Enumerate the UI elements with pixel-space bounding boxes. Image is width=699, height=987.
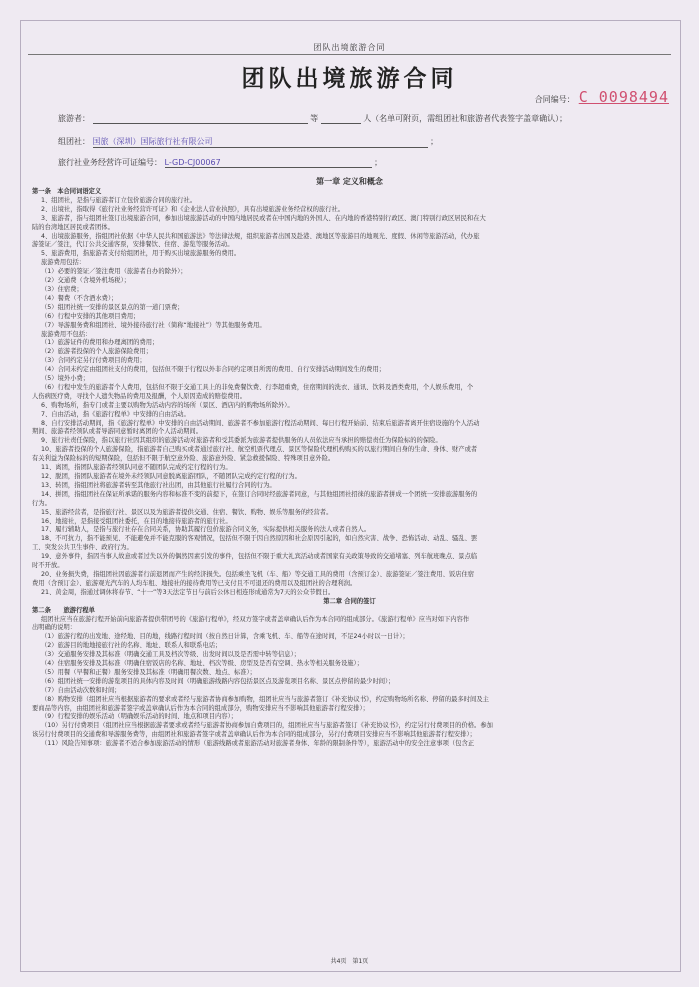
body-line: （7）导游服务费和组团社、境外接待旅行社（简称“地接社”）等其他服务费用。 <box>41 321 266 329</box>
license-line <box>58 157 382 168</box>
body-line: 期间、旅游者经领队或者导游同意暂时离团的个人活动期间。 <box>32 428 203 436</box>
traveler-name-field[interactable] <box>93 114 308 124</box>
body-line: （5）境外小费； <box>41 375 90 383</box>
body-line: 费用（含预订金）、旅游观光汽车的人均车租、地接社的接待费用等已支付且不可退还的费用以及组团社的合理利润。 <box>32 579 357 587</box>
body-line: 5、旅游费用，指旅游者支付给组团社，用于购买出境旅游服务的费用。 <box>41 250 241 258</box>
body-line: 18、不可抗力，指不能预见、不能避免并不能克服的客观情况，包括但不限于因自然原因和社会原因引起的，如自然灾害、战争、恐怖活动、动乱、骚乱、罢 <box>41 535 478 543</box>
section-heading: 第二章 合同的签订 <box>323 597 376 605</box>
header-top-label: 团队出境旅游合同 <box>313 43 386 52</box>
body-line: （6）组团社统一安排的游览项目的具体内容及时间（明确旅游线路内容包括景区点及游览项目名称、景区点停留的最少时间）； <box>41 677 395 685</box>
contract-number <box>535 88 669 106</box>
traveler-count-field[interactable] <box>321 114 361 124</box>
body-line: 游签证／签注，代订公共交通客票，安排餐饮、住宿、游览等服务活动。 <box>32 241 234 249</box>
body-line: （2）旅游目的地地接旅行社的名称、地址、联系人和联系电话； <box>41 642 222 650</box>
body-line: 10、旅游者投保的个人旅游保险，指旅游者自己购买或者通过旅行社、航空机票代理点、景区等保险代理机构购买的以旅行期间自身的生命、身体、财产或者 <box>41 446 478 454</box>
etc-label: 等 <box>310 114 319 123</box>
body-line: （4）餐费（不含酒水费）； <box>41 294 118 302</box>
count-suffix: 人（名单可附页，需组团社和旅游者代表签字盖章确认）； <box>363 114 568 123</box>
body-line: 4、出境旅游服务，指组团社依据《中华人民共和国旅游法》等法律法规，组织旅游者出国及赴港、澳地区等旅游目的地观光、度假、休闲等旅游活动，代办旅 <box>41 232 480 240</box>
body-line: （4）合同未约定由组团社支付的费用，包括但不限于行程以外非合同约定项目所需的费用、自行安排活动期间发生的费用； <box>41 366 386 374</box>
body-line: （2）旅游者投保的个人旅游保险费用； <box>41 348 153 356</box>
body-line: 旅游费用包括： <box>41 259 86 267</box>
body-line: 该另行付费项目的交通费和导游服务费等，由组团社和旅游者签字或者盖章确认后作为本合同的组成部分，另行付费项目安排应当不影响其他旅游者行程安排）； <box>32 731 476 739</box>
body-line: 有关利益为保险标的的短期保险，包括但不限于航空意外险、旅游意外险、紧急救援保险、特殊项目意外险。 <box>32 455 335 463</box>
body-line: （6）行程中发生的旅游者个人费用，包括但不限于交通工具上的非免费餐饮费、行李超重费，住宿期间的洗衣、通讯、饮料及酒类费用，个人娱乐费用，个 <box>41 383 474 391</box>
organizer-line <box>58 136 438 148</box>
contract-number-label: 合同编号： <box>534 95 575 104</box>
body-line: 7、自由活动，指《旅游行程单》中安排的自由活动。 <box>41 410 190 418</box>
body-line: （3）住宿费； <box>41 285 83 293</box>
header-divider <box>28 54 671 55</box>
body-line: （6）行程中安排的其他项目费用； <box>41 312 140 320</box>
body-line: 14、拼团，指组团社在保证所承诺的服务内容和标准不变的前提下，在签订合同时经旅游者同意，与其他组团社招徕的旅游者拼成一个团统一安排旅游服务的 <box>41 490 478 498</box>
contract-number-value: C 0098494 <box>578 88 669 106</box>
body-line: （9）行程安排的娱乐活动（明确娱乐活动的时间、地点和项目内容）； <box>41 713 238 721</box>
body-line: 21、黄金周，指通过调休将春节、“十一”等3天法定节日与前后公休日相连形成通常为7天的公众节假日。 <box>41 588 335 596</box>
body-line: 2、出境社，指取得《旅行社业务经营许可证》和《企业法人营业执照》，具有出境旅游业务经营权的旅行社。 <box>41 205 345 213</box>
body-line: （11）风险告知事项：旅游者不适合参加旅游活动的情形（旅游线路或者旅游活动对旅游者身体、年龄的限制条件等），旅游活动中的安全注意事项（包含正 <box>41 740 475 748</box>
contract-body <box>32 188 667 749</box>
license-field[interactable]: L-GD-CJ00067 <box>165 158 372 168</box>
body-line: （4）住宿服务安排及其标准（明确住宿饭店的名称、地址、档次等级、房型及是否有空调、热水等相关服务设施）； <box>41 660 363 668</box>
body-line: 19、意外事件，指因当事人故意或者过失以外的偶然因素引发的事件，包括但不限于重大礼宾活动或者国家有关政策导致的交通堵塞、列车航班晚点、景点临 <box>41 553 478 561</box>
body-line: 9、旅行社责任保险，指以旅行社因其组织的旅游活动对旅游者和受其委派为旅游者提供服务的人员依法应当承担的赔偿责任为保险标的的保险。 <box>41 437 442 445</box>
body-line: 12、脱团，指团队旅游者在境外未经领队同意脱离旅游团队，不随团队完成约定行程的行为。 <box>41 473 301 480</box>
body-line: 17、履行辅助人，是指与旅行社存在合同关系，协助其履行包价旅游合同义务，实际提供相关服务的法人或者自然人。 <box>41 526 371 534</box>
body-line: （10）另行付费项目（组团社应当根据旅游者要求或者经与旅游者协商参加自费项目的，组团社应当与旅游者签订《补充协议书》，约定另行付费项目的价格。参加 <box>41 722 493 730</box>
contract-title: 团队出境旅游合同 <box>241 65 458 92</box>
body-line: （5）用餐（早餐和正餐）服务安排及其标准（明确用餐次数、地点、标准）； <box>41 668 256 676</box>
body-line: （8）购物安排（组团社应当根据旅游者的要求或者经与旅游者协商参加购物，组团社应当与旅游者签订《补充协议书》，约定购物场所名称、停留的最多时间及主 <box>41 695 489 703</box>
body-line: （7）自由活动次数和时间； <box>41 686 121 694</box>
section-heading: 第二条 旅游行程单 <box>32 606 95 614</box>
body-line: （3）交通服务安排及其标准（明确交通工具及档次等级、出发时间以及是否需中转等信息）； <box>41 651 301 659</box>
body-line: 组团社应当在旅游行程开始前向旅游者提供带团号的《旅游行程单》，经双方签字或者盖章确认后作为本合同的组成部分。《旅游行程单》应当对如下内容作 <box>41 615 470 623</box>
body-line: 陆的台湾地区居民或者团体。 <box>32 223 114 231</box>
body-line: 20、业务损失费，指组团社因旅游者行前退团而产生的经济损失。包括乘坐飞机（车、船）等交通工具的费用（含预订金）、旅游签证／签注费用、饭店住宿 <box>41 570 475 578</box>
body-line: （2）交通费（含境外机场税）； <box>41 277 131 285</box>
organizer-label: 组团社： <box>58 137 90 146</box>
body-line: 要商品等内容，由组团社和旅游者签字或盖章确认后作为本合同的组成部分，购物安排应当不影响其他旅游者行程安排）； <box>32 704 369 712</box>
body-line: 人伤病医疗费，寻找个人遗失物品的费用及报酬，个人原因造成的赔偿费用。 <box>32 392 247 400</box>
traveler-label: 旅游者： <box>58 114 90 123</box>
body-line: 11、离团，指团队旅游者经领队同意不随团队完成约定行程的行为。 <box>41 464 232 472</box>
body-line: 16、地接社，是指接受组团社委托，在目的地接待旅游者的旅行社。 <box>41 517 232 525</box>
organizer-field[interactable]: 国旅（深圳）国际旅行社有限公司 <box>93 136 428 148</box>
section-heading: 第一条 本合同词语定义 <box>32 188 102 195</box>
body-line: 时不开放。 <box>32 562 64 570</box>
page-footer: 共4页 第1页 <box>330 958 369 965</box>
body-line: （1）必要的签证／签注费用（旅游者自办的除外）； <box>41 268 187 276</box>
traveler-line <box>58 113 567 124</box>
body-line: （3）合同约定另行付费项目的费用； <box>41 357 146 365</box>
body-line: （1）旅游行程的出发地、途经地、目的地，线路行程时间（按自然日计算，含乘飞机、车、船等在途时间，不足24小时以一日计）； <box>41 633 409 641</box>
organizer-end-mark: ； <box>430 137 439 146</box>
body-line: 工、突发公共卫生事件、政府行为。 <box>32 544 133 552</box>
body-line: 8、自行安排活动期间，指《旅游行程单》中安排的自由活动期间、旅游者不参加旅游行程活动期间、每日行程开始前、结束后旅游者离开住宿设施的个人活动 <box>41 419 480 427</box>
chapter-1-title: 第一章 定义和概念 <box>316 177 383 186</box>
body-line: 13、转团，指组团社将旅游者转至其他旅行社出团，由其他旅行社履行合同的行为。 <box>41 481 276 489</box>
body-line: 1、组团社，是指与旅游者订立包价旅游合同的旅行社。 <box>41 196 197 204</box>
body-line: 6、购物场所，指专门或者主要以购物为活动内容的场所（景区、酒店内的购物场所除外）。 <box>41 401 294 409</box>
body-line: 旅游费用不包括： <box>41 330 92 338</box>
body-line: 行为。 <box>32 499 51 507</box>
body-line: 出明确的说明： <box>32 624 77 632</box>
body-line: （1）旅游证件的费用和办理离团的费用； <box>41 339 159 347</box>
license-label: 旅行社业务经营许可证编号： <box>58 158 162 167</box>
license-end-mark: ； <box>374 158 383 167</box>
body-line: 15、旅游经营者，是指旅行社、景区以及为旅游者提供交通、住宿、餐饮、购物、娱乐等服务的经营者。 <box>41 508 333 516</box>
body-line: （5）组团社统一安排的景区景点的第一道门票费； <box>41 303 184 311</box>
body-line: 3、旅游者，指与组团社签订出境旅游合同，参加出境旅游活动的中国内地居民或者在中国内地的外国人、在内地的香港特别行政区、澳门特别行政区居民和在大 <box>41 214 486 222</box>
